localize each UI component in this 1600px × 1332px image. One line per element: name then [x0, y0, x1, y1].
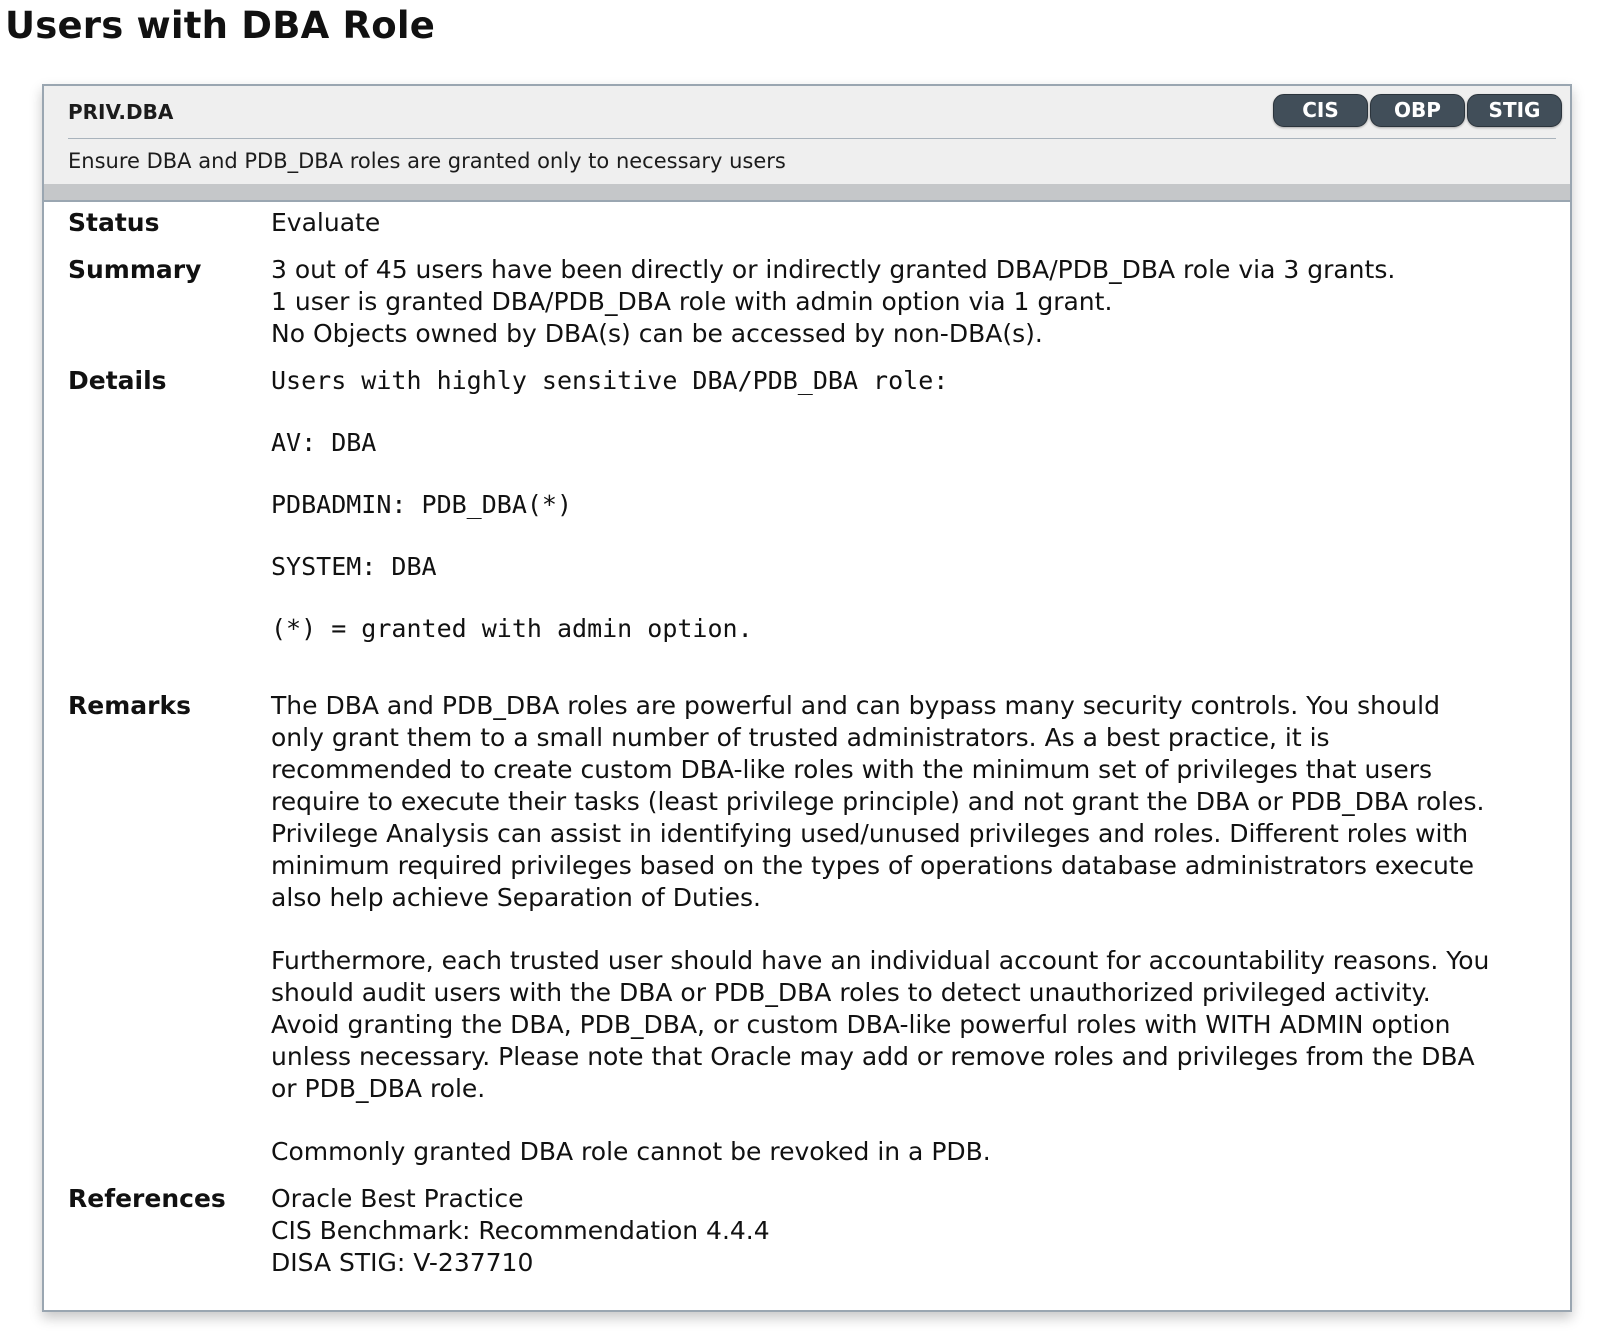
references-value — [271, 1183, 1556, 1279]
remarks-line: Furthermore, each trusted user should have an individual account for accountability reasons. You — [271, 946, 1490, 975]
remarks-label: Remarks — [68, 691, 191, 720]
header-divider — [68, 138, 1556, 139]
remarks-line: unless necessary. Please note that Oracle may add or remove roles and privileges from the DBA — [271, 1042, 1475, 1071]
tag-stig-button[interactable]: STIG — [1467, 94, 1562, 127]
remarks-paragraph — [271, 690, 1484, 914]
remarks-line: should audit users with the DBA or PDB_DBA roles to detect unauthorized privileged activity. — [271, 978, 1431, 1007]
remarks-line: or PDB_DBA role. — [271, 1074, 486, 1103]
details-line: Users with highly sensitive DBA/PDB_DBA role: — [271, 366, 949, 395]
tag-group — [1273, 94, 1562, 127]
remarks-paragraph — [271, 1136, 991, 1168]
remarks-line: also help achieve Separation of Duties. — [271, 883, 761, 912]
status-label: Status — [68, 208, 160, 237]
tag-cis-button[interactable]: CIS — [1273, 94, 1368, 127]
summary-line: 1 user is granted DBA/PDB_DBA role with admin option via 1 grant. — [271, 287, 1113, 316]
check-id: PRIV.DBA — [68, 100, 174, 124]
remarks-line: recommended to create custom DBA-like roles with the minimum set of privileges that users — [271, 755, 1433, 784]
remarks-line: only grant them to a small number of trusted administrators. As a best practice, it is — [271, 723, 1330, 752]
summary-line: 3 out of 45 users have been directly or indirectly granted DBA/PDB_DBA role via 3 grants. — [271, 255, 1396, 284]
finding-card — [42, 84, 1572, 1312]
remarks-paragraph — [271, 945, 1489, 1105]
check-description: Ensure DBA and PDB_DBA roles are granted only to necessary users — [68, 149, 786, 173]
remarks-line: require to execute their tasks (least privilege principle) and not grant the DBA or PDB_DBA roles. — [271, 787, 1485, 816]
reference-item: CIS Benchmark: Recommendation 4.4.4 — [271, 1216, 770, 1245]
references-label: References — [68, 1184, 226, 1213]
remarks-line: minimum required privileges based on the types of operations database administrators execute — [271, 851, 1475, 880]
details-value — [271, 365, 1556, 643]
reference-item: DISA STIG: V-237710 — [271, 1248, 534, 1277]
summary-label: Summary — [68, 255, 202, 284]
remarks-line: The DBA and PDB_DBA roles are powerful and can bypass many security controls. You should — [271, 691, 1440, 720]
details-line: PDBADMIN: PDB_DBA(*) — [271, 490, 573, 519]
header-separator-band — [44, 184, 1570, 202]
details-label: Details — [68, 366, 167, 395]
details-line: (*) = granted with admin option. — [271, 614, 753, 643]
status-value: Evaluate — [271, 208, 381, 237]
summary-line: No Objects owned by DBA(s) can be accessed by non-DBA(s). — [271, 319, 1043, 348]
finding-header — [44, 86, 1570, 186]
remarks-line: Commonly granted DBA role cannot be revoked in a PDB. — [271, 1137, 991, 1166]
reference-item: Oracle Best Practice — [271, 1184, 524, 1213]
page-title: Users with DBA Role — [5, 4, 436, 47]
remarks-line: Avoid granting the DBA, PDB_DBA, or custom DBA-like powerful roles with WITH ADMIN option — [271, 1010, 1451, 1039]
summary-value — [271, 254, 1556, 350]
remarks-line: Privilege Analysis can assist in identifying used/unused privileges and roles. Different roles with — [271, 819, 1469, 848]
tag-obp-button[interactable]: OBP — [1370, 94, 1465, 127]
details-line: AV: DBA — [271, 428, 377, 457]
details-line: SYSTEM: DBA — [271, 552, 437, 581]
